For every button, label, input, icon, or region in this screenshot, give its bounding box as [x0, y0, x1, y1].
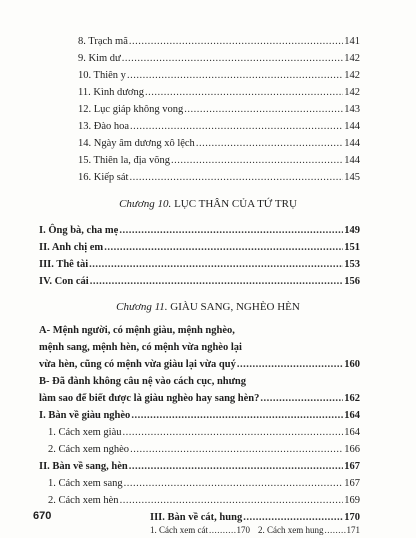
subentry-label: 1. Cách xem giàu	[48, 427, 122, 438]
entry-a-page: 160	[344, 359, 360, 370]
entry-page: 143	[344, 104, 360, 115]
chapter-prefix: Chương 10.	[119, 198, 172, 210]
leader-dots	[127, 69, 343, 83]
section-page: 164	[344, 410, 360, 421]
entry-label: 15. Thiên la, địa võng	[78, 155, 170, 166]
section-page: 151	[344, 242, 360, 253]
entry-page: 141	[344, 36, 360, 47]
entry-a-line-1: A- Mệnh người, có mệnh giàu, mệnh nghèo,	[39, 325, 235, 336]
entry-b-line-1: B- Đã đành không câu nệ vào cách cục, nhưng	[39, 376, 247, 387]
leader-dots	[243, 511, 343, 525]
section-label: III. Bàn về cát, hung	[150, 512, 243, 523]
leader-dots	[129, 171, 343, 185]
toc-entry-a	[39, 324, 360, 358]
chapter-name: GIÀU SANG, NGHÈO HÈN	[170, 301, 300, 313]
toc-section	[39, 460, 360, 474]
toc-subentry	[48, 443, 360, 457]
entry-page: 144	[344, 155, 360, 166]
subentry-page: 167	[344, 478, 360, 489]
leader-dots	[171, 154, 343, 168]
toc-section	[39, 224, 360, 238]
section-label: IV. Con cái	[39, 276, 89, 287]
toc-entry-a-last	[39, 358, 360, 372]
leader-dots	[119, 224, 343, 238]
section-label: I. Bàn về giàu nghèo	[39, 410, 131, 421]
leader-dots	[130, 443, 343, 457]
section-page: 167	[344, 461, 360, 472]
leader-dots	[129, 460, 344, 474]
toc-entry	[78, 137, 360, 151]
section-page: 156	[344, 276, 360, 287]
section-label: II. Anh chị em	[39, 242, 104, 253]
entry-page: 142	[344, 70, 360, 81]
toc-subentry	[48, 477, 360, 491]
subentry-label: 2. Cách xem nghèo	[48, 444, 130, 455]
toc-entry-b-last	[39, 392, 360, 406]
leader-dots	[145, 86, 343, 100]
subentry-page: 166	[344, 444, 360, 455]
section-page: 170	[344, 512, 360, 523]
subentry-label: 2. Cách xem hung	[258, 525, 324, 535]
leader-dots	[89, 258, 343, 272]
subentry-page: 164	[344, 427, 360, 438]
toc-section	[39, 275, 360, 289]
toc-entry	[78, 52, 360, 66]
toc-section	[39, 258, 360, 272]
leader-dots	[237, 358, 343, 372]
chapter-10-title	[0, 197, 416, 211]
toc-entry	[78, 154, 360, 168]
leader-dots	[325, 524, 346, 536]
entry-label: 12. Lục giáp không vong	[78, 104, 184, 115]
section-page: 149	[344, 225, 360, 236]
toc-section	[39, 241, 360, 255]
subentry-label: 2. Cách xem hèn	[48, 495, 119, 506]
entry-a-line-2: mệnh sang, mệnh hèn, có mệnh vừa nghèo lại	[39, 342, 242, 353]
leader-dots	[130, 120, 343, 134]
toc-section	[39, 409, 360, 423]
entry-b-line-2: làm sao để biết được là giàu nghèo hay sang hèn?	[39, 393, 260, 404]
entry-label: 11. Kình dương	[78, 87, 144, 98]
toc-entry	[78, 171, 360, 185]
leader-dots	[124, 477, 344, 491]
section-label: II. Bàn về sang, hèn	[39, 461, 128, 472]
entry-page: 144	[344, 121, 360, 132]
leader-dots	[90, 275, 344, 289]
toc-entry	[78, 120, 360, 134]
leader-dots	[184, 103, 343, 117]
toc-subentry	[48, 426, 360, 440]
leader-dots	[120, 494, 344, 508]
toc-subentry	[258, 524, 360, 536]
toc-entry	[78, 103, 360, 117]
entry-label: 8. Trạch mã	[78, 36, 128, 47]
entry-page: 142	[344, 87, 360, 98]
entry-page: 144	[344, 138, 360, 149]
chapter-name: LỤC THÂN CỦA TỨ TRỤ	[174, 198, 297, 210]
entry-label: 13. Đào hoa	[78, 121, 130, 132]
section-page: 153	[344, 259, 360, 270]
entry-b-page: 162	[344, 393, 360, 404]
toc-entry	[78, 35, 360, 49]
leader-dots	[122, 426, 343, 440]
subentry-page: 171	[346, 525, 360, 535]
entry-page: 142	[344, 53, 360, 64]
toc-entry	[78, 86, 360, 100]
entry-label: 14. Ngày âm dương xô lệch	[78, 138, 195, 149]
section-label: I. Ông bà, cha mẹ	[39, 225, 119, 236]
toc-section	[150, 511, 360, 525]
toc-subentry	[150, 524, 250, 536]
subentry-page: 169	[344, 495, 360, 506]
leader-dots	[196, 137, 343, 151]
entry-label: 9. Kim dư	[78, 53, 121, 64]
section-label: III. Thê tài	[39, 259, 89, 270]
entry-label: 16. Kiếp sát	[78, 172, 129, 183]
toc-subentry	[48, 494, 360, 508]
leader-dots	[104, 241, 343, 255]
toc-entry-b	[39, 375, 360, 392]
leader-dots	[131, 409, 343, 423]
leader-dots	[260, 392, 343, 406]
leader-dots	[209, 524, 236, 536]
entry-page: 145	[344, 172, 360, 183]
leader-dots	[122, 52, 344, 66]
entry-a-line-3: vừa hèn, cũng có mệnh vừa giàu lại vừa quý	[39, 359, 236, 370]
chapter-prefix: Chương 11.	[116, 301, 168, 313]
entry-label: 10. Thiên y	[78, 70, 126, 81]
page-number: 670	[33, 510, 52, 522]
toc-entry	[78, 69, 360, 83]
leader-dots	[129, 35, 343, 49]
chapter-11-title	[0, 300, 416, 314]
subentry-label: 1. Cách xem cát	[150, 525, 208, 535]
subentry-label: 1. Cách xem sang	[48, 478, 123, 489]
subentry-page: 170	[236, 525, 250, 535]
